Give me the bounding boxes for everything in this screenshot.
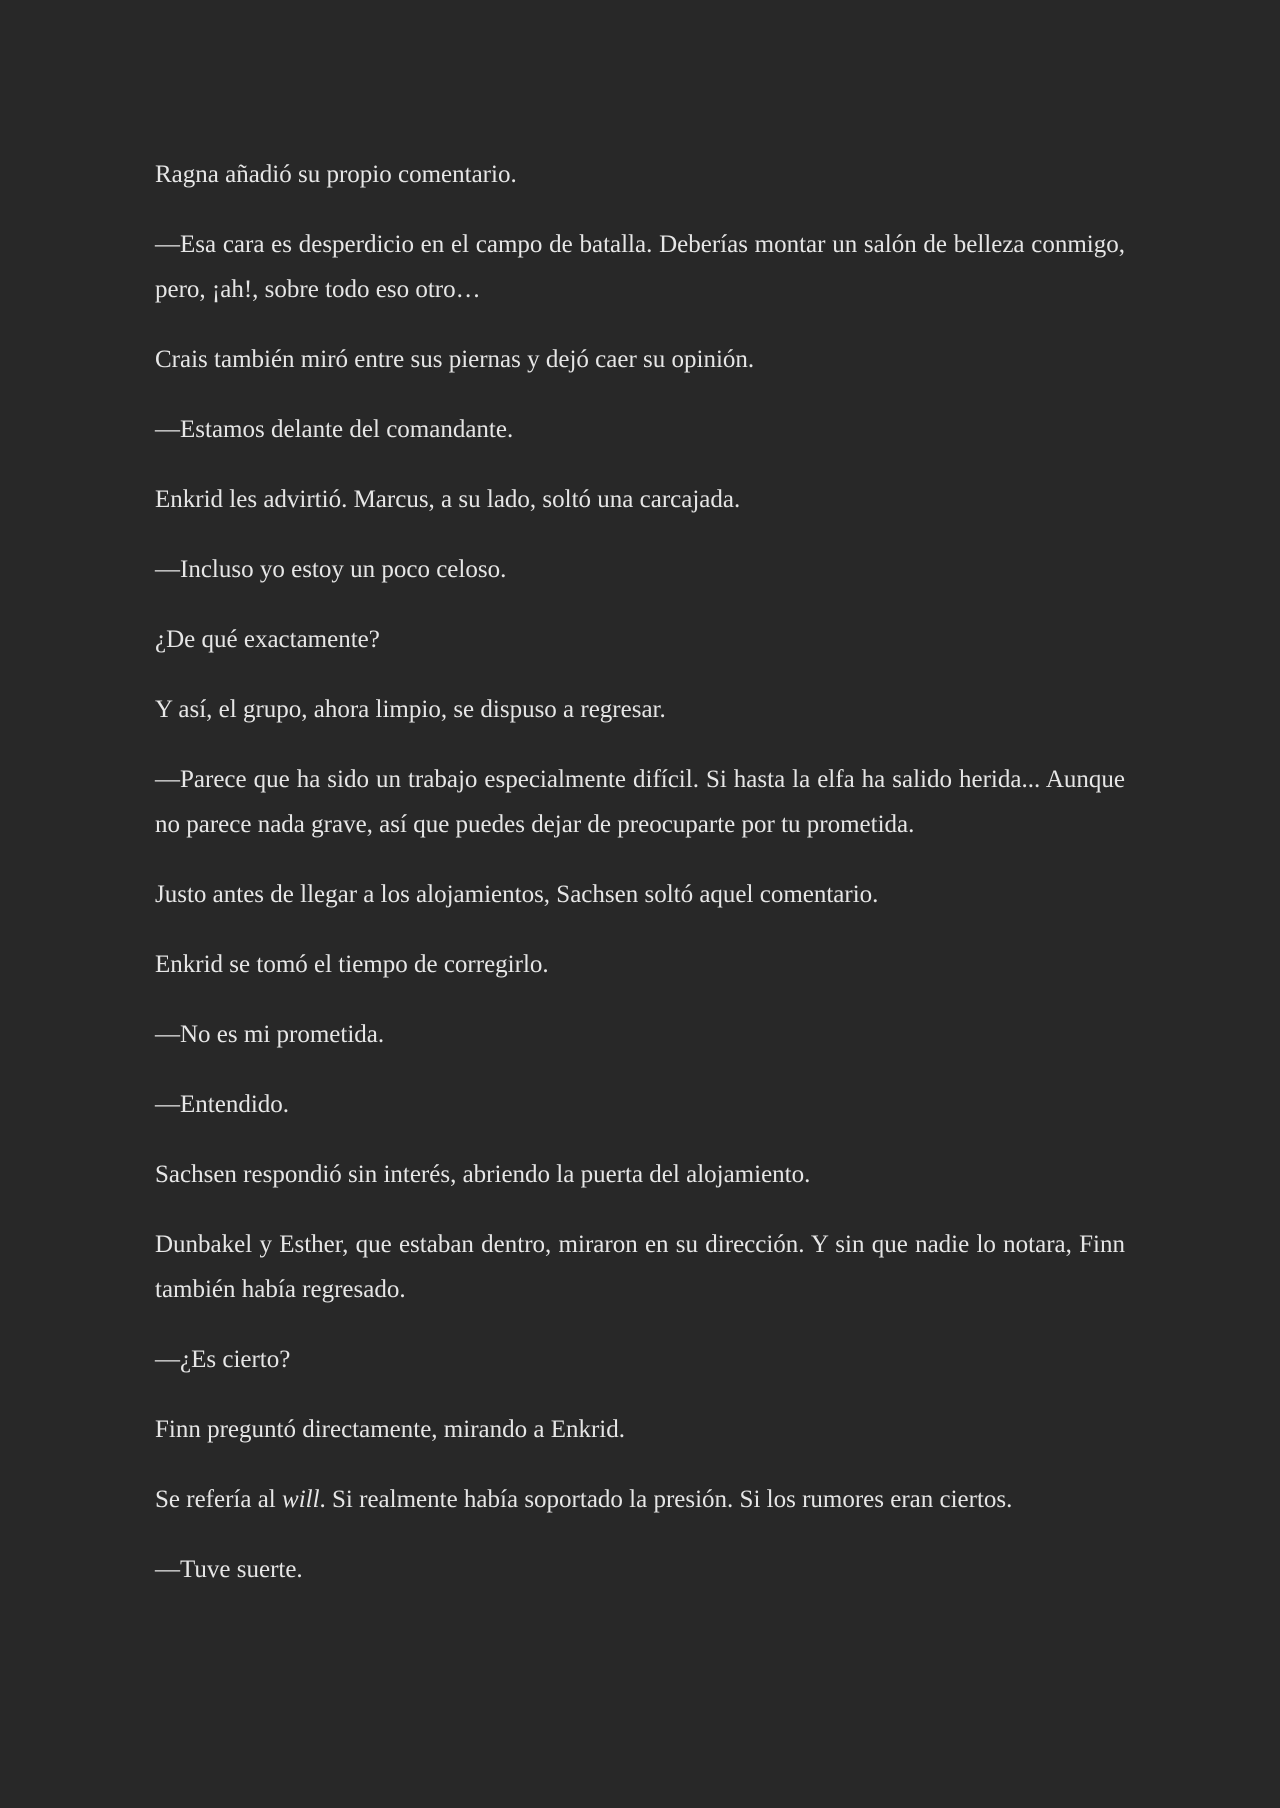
paragraph: —Esa cara es desperdicio en el campo de batalla. Deberías montar un salón de belleza conmigo, pero, ¡ah!, sobre todo eso otro… — [155, 231, 1125, 303]
paragraph: Justo antes de llegar a los alojamientos, Sachsen soltó aquel comentario. — [155, 881, 879, 908]
paragraph: Enkrid les advirtió. Marcus, a su lado, soltó una carcajada. — [155, 486, 741, 513]
will-after: . Si realmente había soportado la presión. Si los rumores eran ciertos. — [319, 1486, 1013, 1513]
reader-page — [155, 152, 1125, 1592]
paragraph-will — [155, 1477, 1125, 1522]
paragraph: —No es mi prometida. — [155, 1021, 385, 1048]
paragraph: —Estamos delante del comandante. — [155, 416, 514, 443]
paragraph: Ragna añadió su propio comentario. — [155, 161, 517, 188]
paragraph: —Parece que ha sido un trabajo especialmente difícil. Si hasta la elfa ha salido herida... Aunque no parece nada grave, así que puedes dejar de preocuparte por tu prometida. — [155, 766, 1125, 838]
paragraph: —Entendido. — [155, 1091, 290, 1118]
paragraph: Finn preguntó directamente, mirando a Enkrid. — [155, 1416, 626, 1443]
paragraph: Sachsen respondió sin interés, abriendo la puerta del alojamiento. — [155, 1161, 811, 1188]
paragraph: Dunbakel y Esther, que estaban dentro, miraron en su dirección. Y sin que nadie lo notara, Finn también había regresado. — [155, 1231, 1125, 1303]
paragraph: —Incluso yo estoy un poco celoso. — [155, 556, 507, 583]
paragraph: Enkrid se tomó el tiempo de corregirlo. — [155, 951, 549, 978]
paragraph: —¿Es cierto? — [155, 1346, 291, 1373]
paragraph: Crais también miró entre sus piernas y dejó caer su opinión. — [155, 346, 755, 373]
will-before: Se refería al — [155, 1486, 283, 1513]
will-emphasis: will — [282, 1486, 320, 1513]
paragraph-final: —Tuve suerte. — [155, 1556, 303, 1583]
paragraph: Y así, el grupo, ahora limpio, se dispuso a regresar. — [155, 696, 666, 723]
paragraph: ¿De qué exactamente? — [155, 626, 380, 653]
